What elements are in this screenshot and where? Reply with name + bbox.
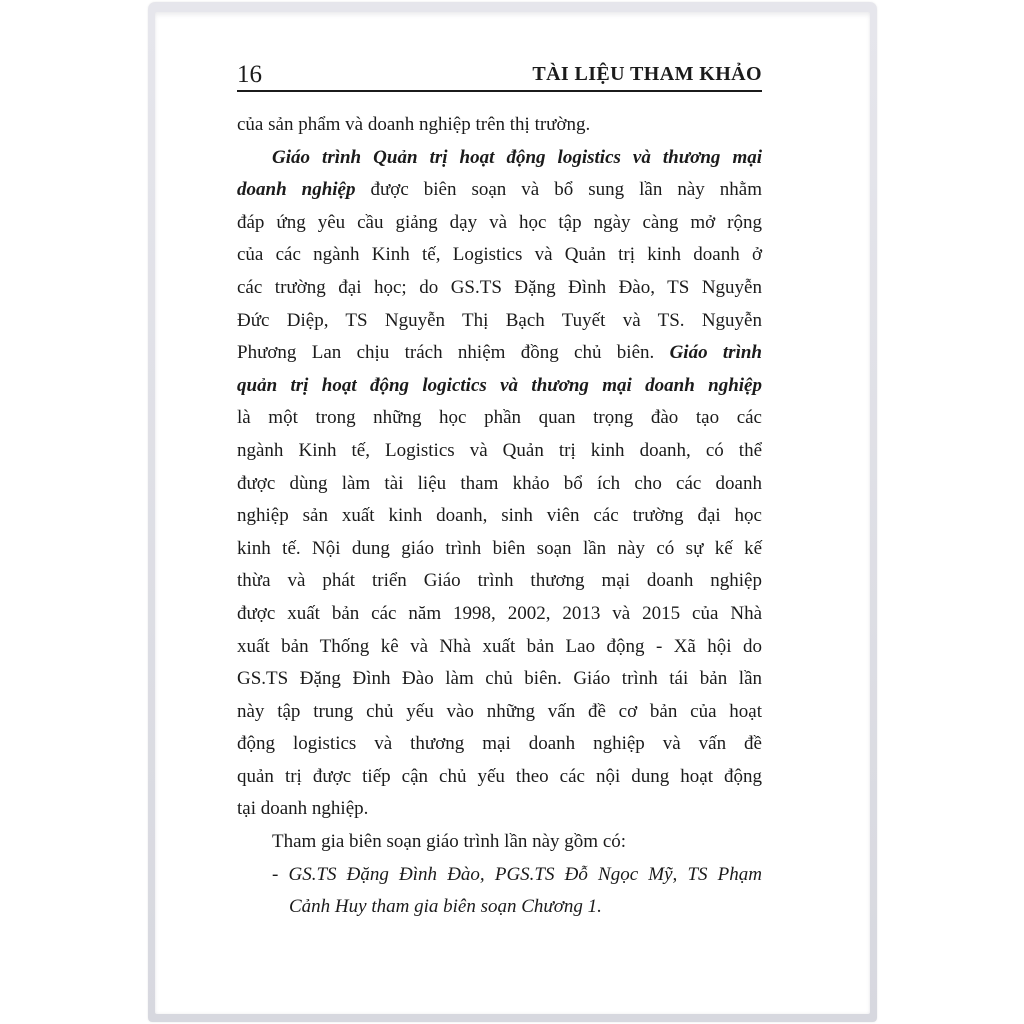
- text-line: [237, 468, 762, 501]
- text-segment: GS.TS Đặng Đình Đào làm chủ biên. Giáo trình tái bản lần: [237, 668, 762, 690]
- text-line: [237, 272, 762, 305]
- text-segment: tại doanh nghiệp.: [237, 798, 369, 820]
- text-line: [237, 337, 762, 370]
- book-page-sheet: [148, 2, 877, 1022]
- text-segment: được biên soạn và bổ sung lần này nhằm: [355, 179, 762, 201]
- text-line: [237, 598, 762, 631]
- text-segment: Giáo trình Quản trị hoạt động logistics và thương mại: [272, 146, 762, 168]
- text-segment: của các ngành Kinh tế, Logistics và Quản trị kinh doanh ở: [237, 244, 762, 266]
- text-line: [237, 826, 762, 859]
- text-segment: Tham gia biên soạn giáo trình lần này gồm có:: [272, 831, 627, 853]
- text-line: [237, 435, 762, 468]
- text-segment: này tập trung chủ yếu vào những vấn đề cơ bản của hoạt: [237, 700, 762, 722]
- text-segment: động logistics và thương mại doanh nghiệp và vấn đề: [237, 733, 762, 755]
- running-header-title: TÀI LIỆU THAM KHẢO: [532, 63, 762, 85]
- text-segment: Phương Lan chịu trách nhiệm đồng chủ biên.: [237, 342, 670, 364]
- text-line: [237, 174, 762, 207]
- page-header: [237, 62, 762, 92]
- text-segment: được dùng làm tài liệu tham khảo bổ ích cho các doanh: [237, 472, 762, 494]
- text-line: [237, 533, 762, 566]
- text-segment: quản trị hoạt động logictics và thương mại doanh nghiệp: [237, 374, 762, 396]
- text-segment: đáp ứng yêu cầu giảng dạy và học tập ngày càng mở rộng: [237, 211, 762, 233]
- text-line: [237, 761, 762, 794]
- text-line: [237, 402, 762, 435]
- text-line: [237, 239, 762, 272]
- text-segment: nghiệp sản xuất kinh doanh, sinh viên các trường đại học: [237, 505, 762, 527]
- text-segment: được xuất bản các năm 1998, 2002, 2013 và 2015 của Nhà: [237, 602, 762, 624]
- text-line: [237, 305, 762, 338]
- text-line: [237, 207, 762, 240]
- text-segment: xuất bản Thống kê và Nhà xuất bản Lao động - Xã hội do: [237, 635, 762, 657]
- text-segment: của sản phẩm và doanh nghiệp trên thị trường.: [237, 114, 591, 135]
- body-text: [237, 109, 762, 924]
- text-segment: Đức Diệp, TS Nguyễn Thị Bạch Tuyết và TS. Nguyễn: [237, 309, 762, 331]
- text-segment: ngành Kinh tế, Logistics và Quản trị kinh doanh, có thể: [237, 439, 762, 461]
- text-segment: thừa và phát triển Giáo trình thương mại doanh nghiệp: [237, 570, 762, 592]
- text-line: [237, 500, 762, 533]
- text-line: [237, 859, 762, 892]
- text-line: [237, 631, 762, 664]
- text-segment: kinh tế. Nội dung giáo trình biên soạn lần này có sự kế kế: [237, 537, 762, 559]
- text-line: [237, 109, 762, 142]
- text-line: [237, 565, 762, 598]
- text-segment: - GS.TS Đặng Đình Đào, PGS.TS Đỗ Ngọc Mỹ, TS Phạm: [272, 863, 762, 885]
- text-line: [237, 793, 762, 826]
- book-page: [155, 12, 870, 1014]
- text-segment: các trường đại học; do GS.TS Đặng Đình Đào, TS Nguyễn: [237, 276, 762, 298]
- text-line: [237, 728, 762, 761]
- text-line: [237, 370, 762, 403]
- text-line: [237, 891, 762, 924]
- text-line: [237, 663, 762, 696]
- text-segment: Cảnh Huy tham gia biên soạn Chương 1.: [289, 896, 602, 918]
- text-segment: doanh nghiệp: [237, 179, 356, 201]
- text-line: [237, 696, 762, 729]
- page-number: 16: [237, 61, 262, 88]
- text-segment: là một trong những học phần quan trọng đào tạo các: [237, 407, 762, 429]
- text-line: [237, 142, 762, 175]
- page-content: [155, 12, 870, 1014]
- text-segment: quản trị được tiếp cận chủ yếu theo các nội dung hoạt động: [237, 765, 762, 787]
- text-segment: Giáo trình: [669, 342, 762, 364]
